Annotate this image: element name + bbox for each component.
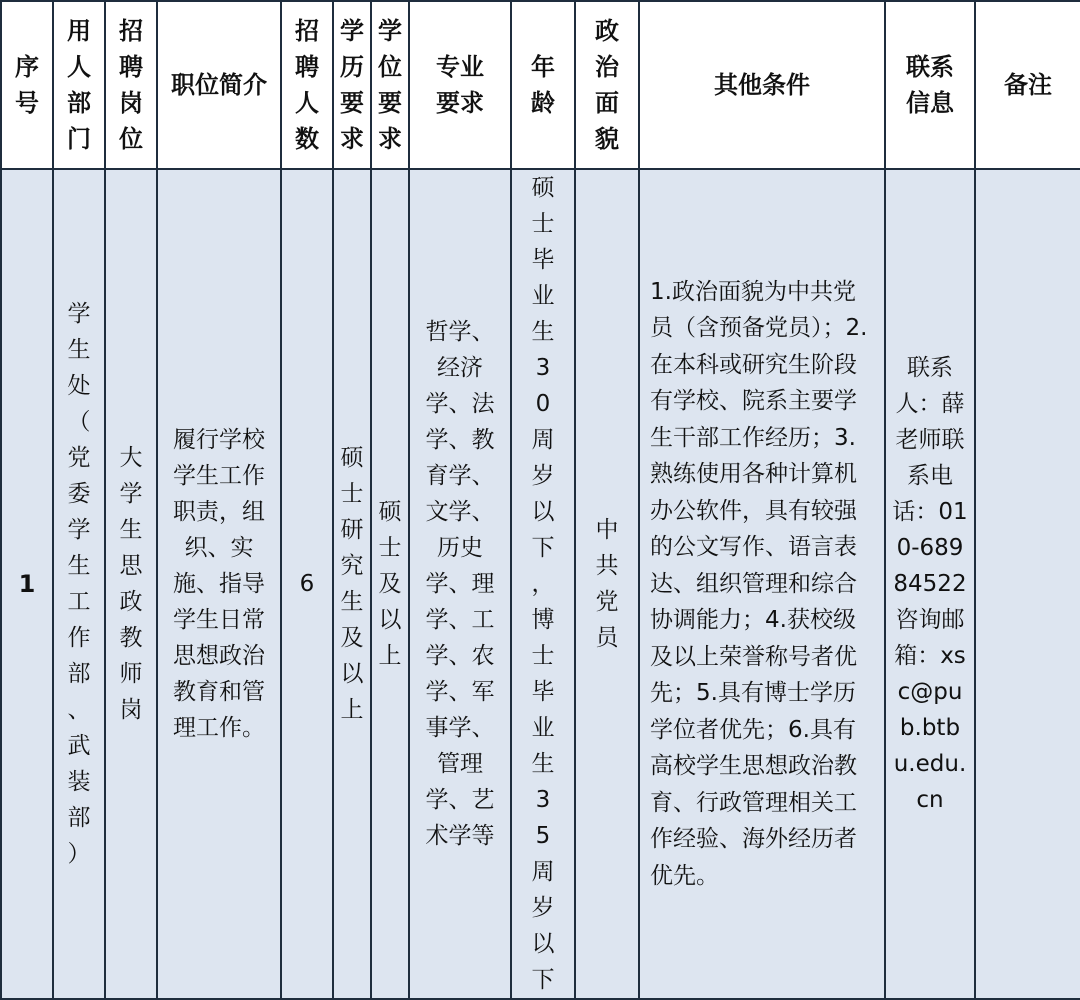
cell-other: 1.政治面貌为中共党员（含预备党员）；2.在本科或研究生阶段有学校、院系主要学生干部工作经历；3.熟练使用各种计算机办公软件，具有较强的公文写作、语言表达、组织管理和综合协调能力；4.获校级及以上荣誉称号者优先；5.具有博士学历学位者优先；6.具有高校学生思想政治教育、行政管理相关工作经验、海外经历者优先。	[639, 169, 885, 999]
table-row	[1, 169, 1080, 999]
header-degree: 学位要求	[371, 1, 409, 169]
header-major: 专业要求	[409, 1, 511, 169]
header-dept: 用人部门	[53, 1, 105, 169]
header-count: 招聘人数	[281, 1, 333, 169]
header-intro: 职位简介	[157, 1, 281, 169]
header-seq: 序号	[1, 1, 53, 169]
header-post: 招聘岗位	[105, 1, 157, 169]
cell-degree: 硕士及以上	[371, 169, 409, 999]
header-contact: 联系信息	[885, 1, 975, 169]
header-other: 其他条件	[639, 1, 885, 169]
cell-dept: 学生处（党委学生工作部、武装部）	[53, 169, 105, 999]
cell-age: 硕士毕业生30周岁以下，博士毕业生35周岁以下	[511, 169, 575, 999]
header-edu: 学历要求	[333, 1, 371, 169]
header-row	[1, 1, 1080, 169]
cell-intro: 履行学校学生工作职责，组织、实施、指导学生日常思想政治教育和管理工作。	[157, 169, 281, 999]
cell-political: 中共党员	[575, 169, 639, 999]
cell-post: 大学生思政教师岗	[105, 169, 157, 999]
cell-remark	[975, 169, 1080, 999]
cell-seq: 1	[1, 169, 53, 999]
cell-major: 哲学、经济学、法学、教育学、文学、历史学、理学、工学、农学、军事学、管理学、艺术学等	[409, 169, 511, 999]
cell-edu: 硕士研究生及以上	[333, 169, 371, 999]
header-age: 年龄	[511, 1, 575, 169]
header-remark: 备注	[975, 1, 1080, 169]
cell-count: 6	[281, 169, 333, 999]
header-political: 政治面貌	[575, 1, 639, 169]
cell-contact: 联系人：薛老师联系电话：010-68984522咨询邮箱：xsc@pub.btbu.edu.cn	[885, 169, 975, 999]
